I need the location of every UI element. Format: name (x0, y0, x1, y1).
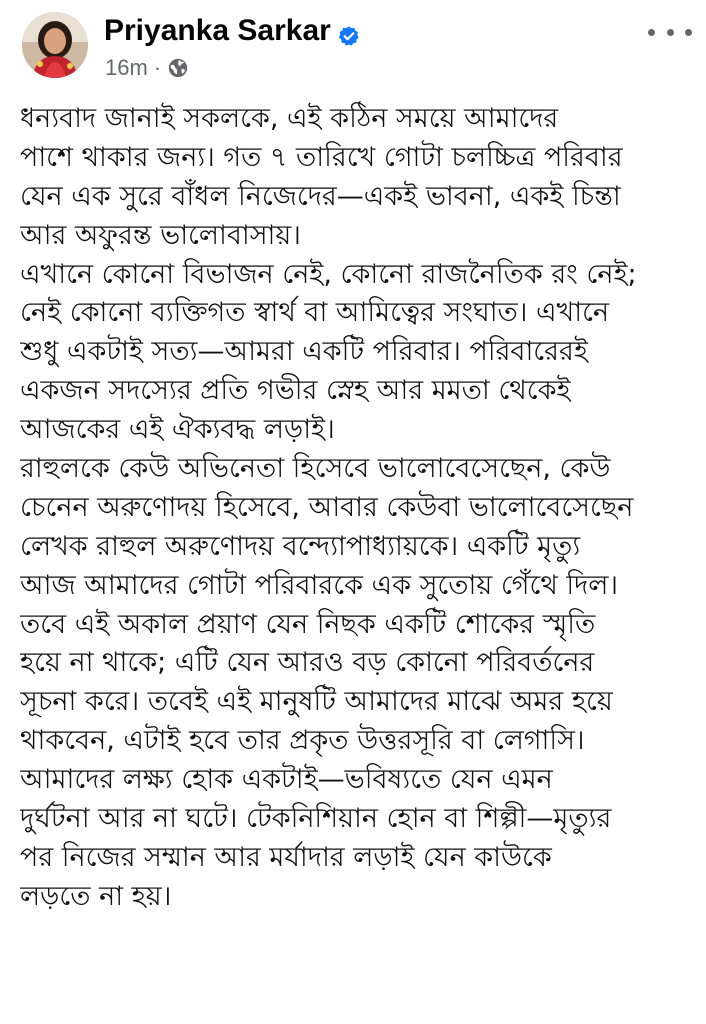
post-line: থাকবেন, এটাই হবে তার প্রকৃত উত্তরসূরি বা লেগাসি। (20, 725, 585, 757)
post-header (0, 0, 706, 96)
more-dot (685, 29, 692, 36)
post-timestamp[interactable]: 16m (105, 55, 148, 80)
post-line: যেন এক সুরে বাঁধল নিজেদের—একই ভাবনা, একই চিন্তা (20, 180, 621, 212)
post-line: ধন্যবাদ জানাই সকলকে, এই কঠিন সময়ে আমাদের (20, 103, 559, 134)
post-line: আজ আমাদের গোটা পরিবারকে এক সুতোয় গেঁথে দিল। (20, 569, 619, 601)
post-line: আর অফুরন্ত ভালোবাসায়। (20, 219, 301, 251)
post-line: সূচনা করে। তবেই এই মানুষটি আমাদের মাঝে অমর হয়ে (20, 686, 613, 718)
post-line: একজন সদস্যের প্রতি গভীর স্নেহ আর মমতা থেকেই (20, 375, 571, 407)
post-line: পাশে থাকার জন্য। গত ৭ তারিখে গোটা চলচ্চিত্র পরিবার (20, 141, 623, 173)
more-dot (667, 29, 674, 36)
post-line: হয়ে না থাকে; এটি যেন আরও বড় কোনো পরিবর্তনের (20, 647, 595, 679)
verified-badge-icon (338, 20, 360, 42)
post-line: লড়তে না হয়। (20, 880, 172, 912)
post-line: নেই কোনো ব্যক্তিগত স্বার্থ বা আমিত্বের সংঘাত। এখানে (20, 297, 610, 329)
meta-separator: · (153, 55, 162, 80)
post-line: চেনেন অরুণোদয় হিসেবে, আবার কেউবা ভালোবেসেছেন (20, 491, 634, 523)
author-name-text[interactable]: Priyanka Sarkar (104, 14, 331, 47)
post-line: লেখক রাহুল অরুণোদয় বন্দ্যোপাধ্যায়কে। একটি মৃত্যু (20, 530, 581, 562)
more-options-icon[interactable] (648, 20, 692, 44)
author-name[interactable] (104, 13, 360, 49)
more-dot (648, 29, 655, 36)
post-text (20, 100, 696, 1020)
post-line: রাহুলকে কেউ অভিনেতা হিসেবে ভালোবেসেছেন, কেউ (20, 453, 611, 485)
post-line: আমাদের লক্ষ্য হোক একটাই—ভবিষ্যতে যেন এমন (20, 764, 553, 796)
post-line: তবে এই অকাল প্রয়াণ যেন নিছক একটি শোকের স্মৃতি (20, 608, 596, 640)
post-meta (105, 54, 189, 82)
avatar-image (22, 12, 88, 78)
post-line: এখানে কোনো বিভাজন নেই, কোনো রাজনৈতিক রং নেই; (20, 258, 637, 290)
post-line: দুর্ঘটনা আর না ঘটে। টেকনিশিয়ান হোন বা শিল্পী—মৃত্যুর (20, 803, 612, 835)
post-line: শুধু একটাই সত্য—আমরা একটি পরিবার। পরিবারেরই (20, 336, 588, 368)
post-line: আজকের এই ঐক্যবদ্ধ লড়াই। (20, 414, 335, 446)
post-line: পর নিজের সম্মান আর মর্যাদার লড়াই যেন কাউকে (20, 841, 552, 873)
avatar[interactable] (22, 12, 88, 78)
globe-icon[interactable] (167, 57, 189, 79)
